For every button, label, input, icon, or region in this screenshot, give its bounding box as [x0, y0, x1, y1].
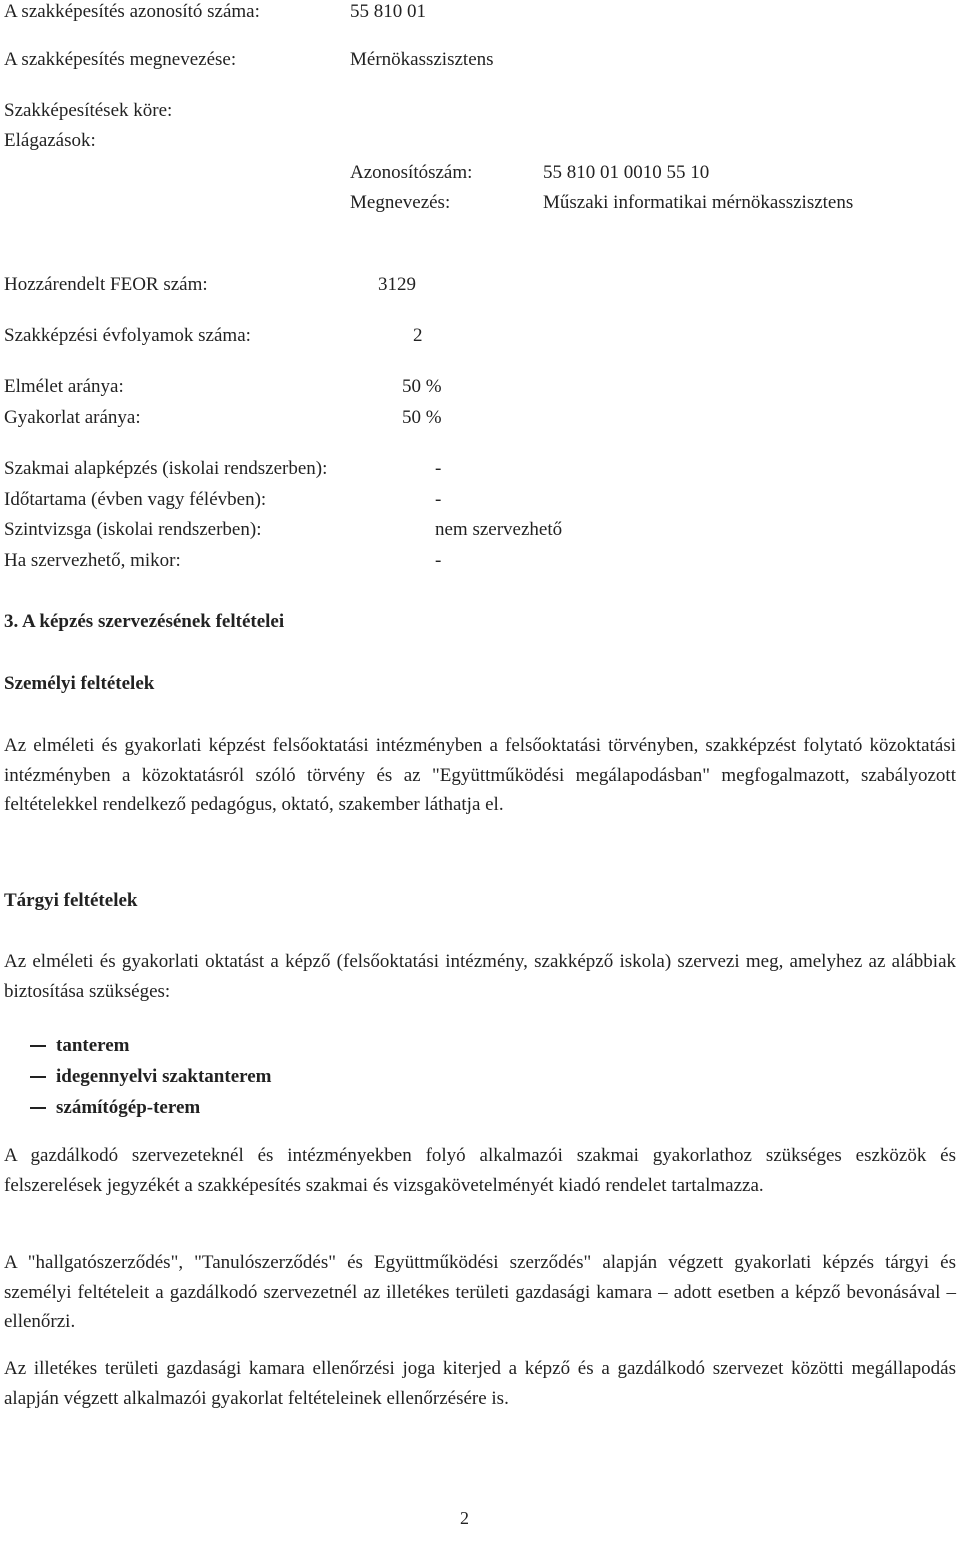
- practice-ratio-value: 50 %: [402, 407, 442, 428]
- page-number: 2: [460, 1508, 469, 1528]
- equipment-paragraph: A gazdálkodó szervezeteknél és intézményekben folyó alkalmazói szakmai gyakorlathoz szükséges eszközök és felszerelések jegyzékét a szakképesítés szakmai és vizsgakövetelményét kiadó rendelet tartalmazza.: [4, 1145, 956, 1196]
- years-value: 2: [413, 325, 423, 346]
- branch-name-value: Műszaki informatikai mérnökasszisztens: [543, 192, 854, 213]
- list-item: idegennyelvi szaktanterem: [30, 1061, 272, 1092]
- branch-id-label: Azonosítószám:: [350, 162, 473, 183]
- personal-requirements-heading: Személyi feltételek: [4, 673, 155, 694]
- basic-training-value: -: [435, 458, 442, 479]
- qualification-name-label: A szakképesítés megnevezése:: [4, 49, 237, 70]
- level-exam-value: nem szervezhető: [435, 519, 563, 540]
- qualification-id-value: 55 810 01: [350, 1, 426, 22]
- duration-label: Időtartama (évben vagy félévben):: [4, 489, 267, 510]
- qualification-scope-label: Szakképesítések köre:: [4, 100, 173, 121]
- duration-value: -: [435, 489, 442, 510]
- material-requirements-heading: Tárgyi feltételek: [4, 890, 138, 911]
- practice-ratio-label: Gyakorlat aránya:: [4, 407, 141, 428]
- theory-ratio-label: Elmélet aránya:: [4, 376, 124, 397]
- qualification-name-value: Mérnökasszisztens: [350, 49, 494, 70]
- when-label: Ha szervezhető, mikor:: [4, 550, 181, 571]
- branch-name-label: Megnevezés:: [350, 192, 451, 213]
- required-rooms-list: [30, 1030, 272, 1123]
- when-value: -: [435, 550, 442, 571]
- personal-requirements-text: Az elméleti és gyakorlati képzést felsőoktatási intézményben a felsőoktatási törvényben, szakképzést folytató közoktatási intézményben a közoktatásról szóló törvény és az "Együttműködési megálapodásban" megfogalmazott, szabályozott feltételekkel rendelkező pedagógus, oktató, szakember láthatja el.: [4, 735, 956, 815]
- feor-label: Hozzárendelt FEOR szám:: [4, 274, 208, 295]
- theory-ratio-value: 50 %: [402, 376, 442, 397]
- list-item: tanterem: [30, 1030, 272, 1061]
- material-requirements-text: Az elméleti és gyakorlati oktatást a képző (felsőoktatási intézmény, szakképző iskola) szervezi meg, amelyhez az alábbiak biztosítása szükséges:: [4, 951, 956, 1002]
- section-title: 3. A képzés szervezésének feltételei: [4, 611, 285, 632]
- contract-paragraph: A "hallgatószerződés", "Tanulószerződés" és Együttműködési szerződés" alapján végzett gyakorlati képzés tárgyi és személyi feltételeit a gazdálkodó szervezetnél az illetékes területi gazdasági kamara – adott esetben a képző bevonásával – ellenőrzi.: [4, 1252, 956, 1332]
- qualification-id-label: A szakképesítés azonosító száma:: [4, 1, 260, 22]
- dash-icon: [30, 1045, 46, 1047]
- dash-icon: [30, 1107, 46, 1109]
- level-exam-label: Szintvizsga (iskolai rendszerben):: [4, 519, 262, 540]
- years-label: Szakképzési évfolyamok száma:: [4, 325, 251, 346]
- branches-label: Elágazások:: [4, 130, 96, 151]
- dash-icon: [30, 1076, 46, 1078]
- branch-id-value: 55 810 01 0010 55 10: [543, 162, 710, 183]
- feor-value: 3129: [378, 274, 416, 295]
- list-item: számítógép-terem: [30, 1092, 272, 1123]
- chamber-control-paragraph: Az illetékes területi gazdasági kamara ellenőrzési joga kiterjed a képző és a gazdálkodó szervezet közötti megállapodás alapján végzett alkalmazói gyakorlat feltételeinek ellenőrzésére is.: [4, 1358, 956, 1409]
- basic-training-label: Szakmai alapképzés (iskolai rendszerben):: [4, 458, 328, 479]
